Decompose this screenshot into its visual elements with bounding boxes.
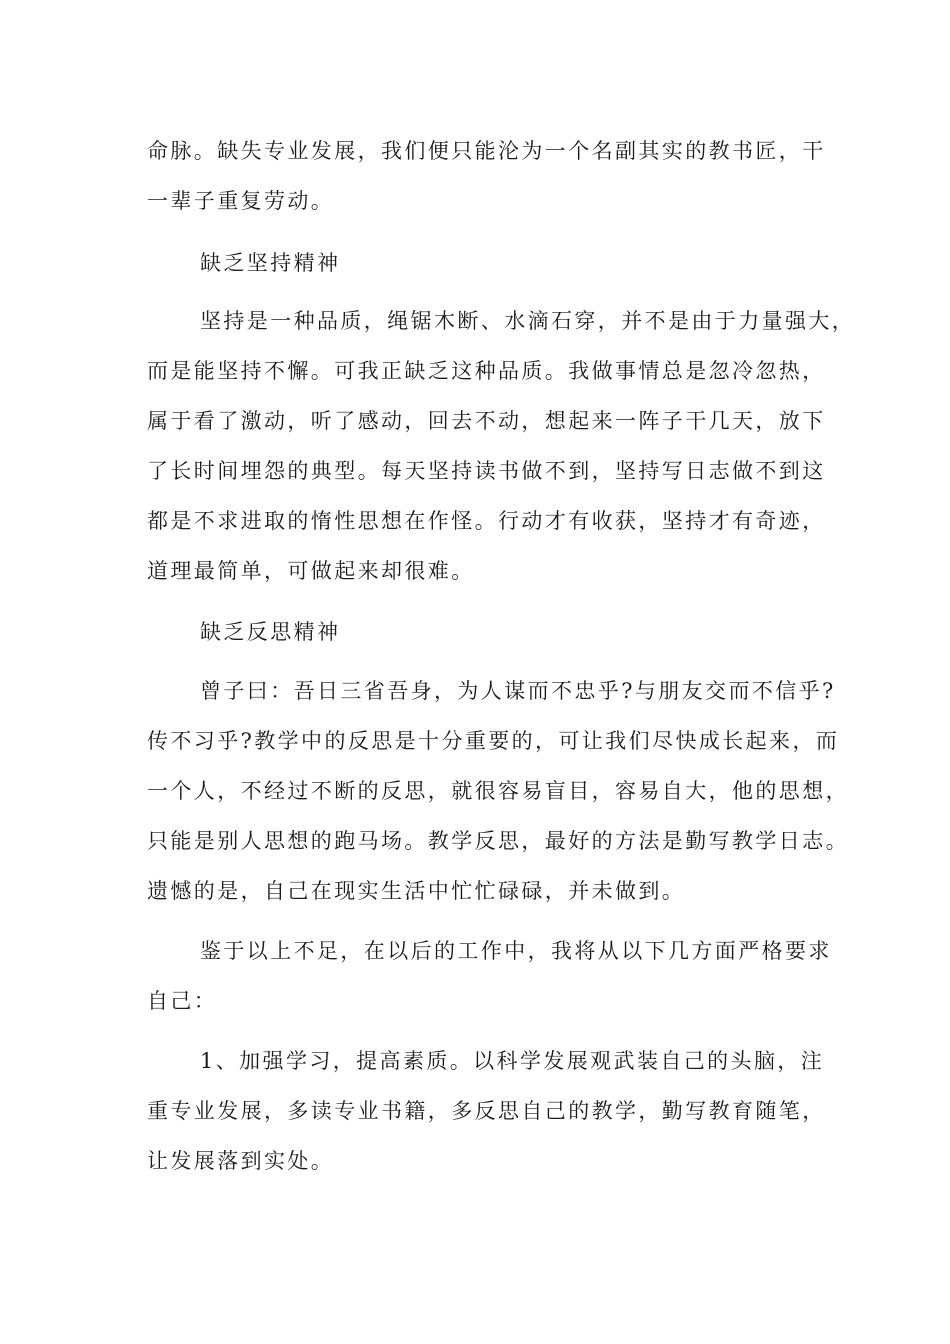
paragraph-3-line-1: 曾子曰：吾日三省吾身，为人谋而不忠乎?与朋友交而不信乎? — [200, 679, 836, 703]
heading-persistence: 缺乏坚持精神 — [200, 251, 341, 275]
paragraph-3-line-5: 遗憾的是，自己在现实生活中忙忙碌碌，并未做到。 — [147, 879, 686, 903]
paragraph-1-line-1: 命脉。缺失专业发展，我们便只能沦为一个名副其实的教书匠，干 — [147, 139, 826, 163]
paragraph-5-line-1: 1、加强学习，提高素质。以科学发展观武装自己的头脑，注 — [200, 1049, 825, 1073]
paragraph-2-line-6: 道理最简单，可做起来却很难。 — [147, 559, 475, 583]
paragraph-4-line-1: 鉴于以上不足，在以后的工作中，我将从以下几方面严格要求 — [200, 939, 832, 963]
paragraph-1-line-2: 一辈子重复劳动。 — [147, 189, 335, 213]
paragraph-3-line-4: 只能是别人思想的跑马场。教学反思，最好的方法是勤写教学日志。 — [147, 829, 849, 853]
paragraph-2-line-2: 而是能坚持不懈。可我正缺乏这种品质。我做事情总是忽冷忽热， — [147, 359, 826, 383]
paragraph-5-line-3: 让发展落到实处。 — [147, 1149, 335, 1173]
paragraph-5-line-2: 重专业发展，多读专业书籍，多反思自己的教学，勤写教育随笔， — [147, 1099, 826, 1123]
paragraph-4-line-2: 自己： — [147, 989, 218, 1013]
paragraph-3-line-2: 传不习乎?教学中的反思是十分重要的，可让我们尽快成长起来，而 — [147, 729, 840, 753]
heading-reflection: 缺乏反思精神 — [200, 620, 341, 644]
paragraph-2-line-3: 属于看了激动，听了感动，回去不动，想起来一阵子干几天，放下 — [147, 409, 826, 433]
paragraph-3-line-3: 一个人，不经过不断的反思，就很容易盲目，容易自大，他的思想， — [147, 779, 849, 803]
paragraph-2-line-5: 都是不求进取的惰性思想在作怪。行动才有收获，坚持才有奇迹， — [147, 509, 826, 533]
paragraph-2-line-4: 了长时间埋怨的典型。每天坚持读书做不到，坚持写日志做不到这 — [147, 459, 826, 483]
paragraph-2-line-1: 坚持是一种品质，绳锯木断、水滴石穿，并不是由于力量强大， — [200, 309, 856, 333]
